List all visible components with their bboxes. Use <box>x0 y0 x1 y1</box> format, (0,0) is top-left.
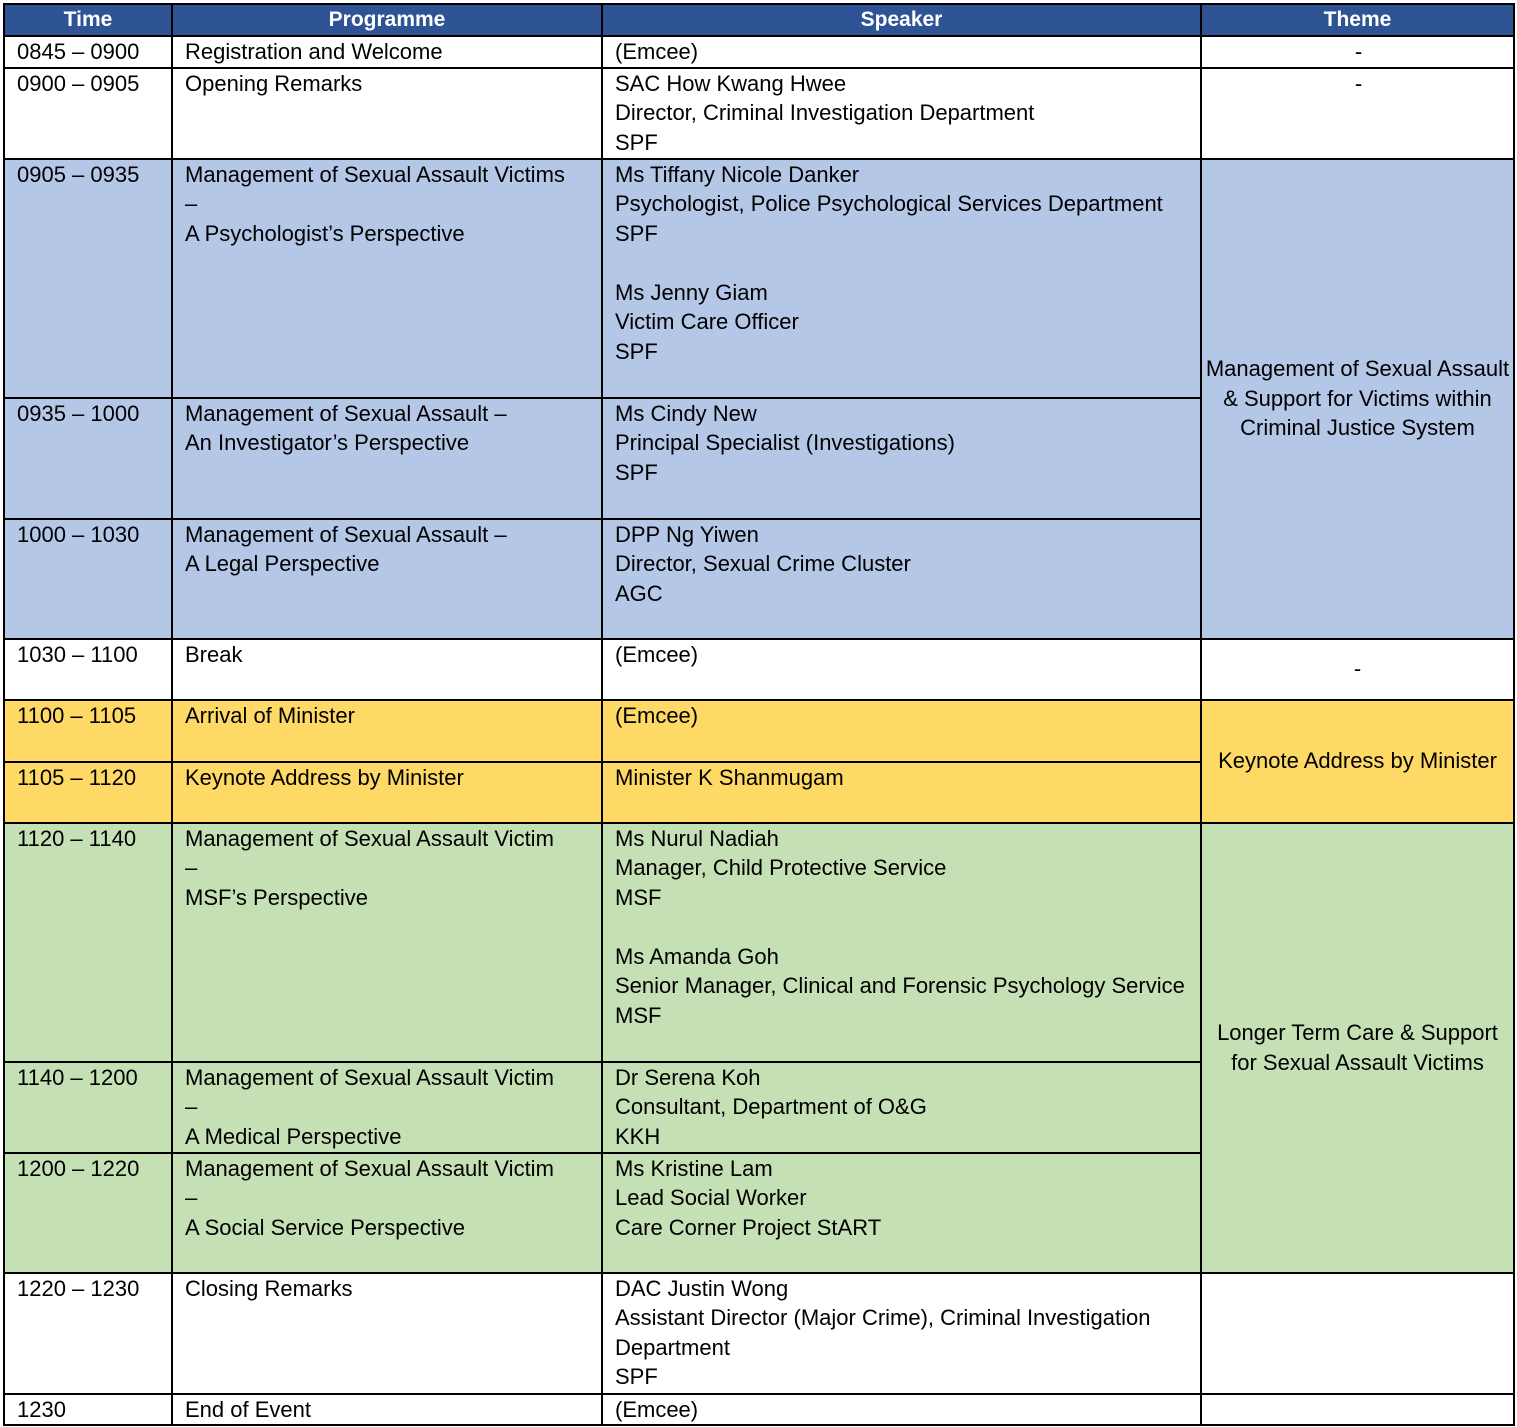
programme-cell <box>172 823 602 1062</box>
speaker-cell <box>602 823 1201 1062</box>
speaker-cell <box>602 700 1201 762</box>
speaker-line: Psychologist, Police Psychological Services Department <box>615 191 1163 216</box>
theme-cell <box>1201 1394 1514 1426</box>
programme-cell <box>172 700 602 762</box>
theme-cell: Management of Sexual Assault & Support for Victims within Criminal Justice System <box>1201 159 1514 639</box>
speaker-line: Lead Social Worker <box>615 1185 807 1210</box>
speaker-line: Ms Amanda Goh <box>615 943 779 969</box>
programme-line: An Investigator’s Perspective <box>185 430 470 455</box>
table-row <box>4 36 1514 68</box>
table-row <box>4 68 1514 159</box>
time-cell: 0900 – 0905 <box>4 68 172 159</box>
header-speaker: Speaker <box>602 4 1201 36</box>
table-row <box>4 159 1514 398</box>
speaker-line: Ms Jenny Giam <box>615 279 768 305</box>
table-row <box>4 639 1514 700</box>
theme-cell: - <box>1201 68 1514 159</box>
programme-line: A Medical Perspective <box>185 1123 402 1149</box>
speaker-line: Consultant, Department of O&G <box>615 1094 927 1119</box>
table-row <box>4 823 1514 1062</box>
programme-line: A Legal Perspective <box>185 551 380 576</box>
time-cell: 1200 – 1220 <box>4 1153 172 1273</box>
speaker-line: Victim Care Officer <box>615 309 799 334</box>
programme-cell <box>172 762 602 823</box>
time-cell: 1100 – 1105 <box>4 700 172 762</box>
table-row <box>4 700 1514 762</box>
time-cell: 0845 – 0900 <box>4 36 172 68</box>
programme-line: Management of Sexual Assault – <box>185 400 507 426</box>
speaker-line: Assistant Director (Major Crime), Criminal Investigation Department <box>615 1305 1151 1360</box>
speaker-line: DAC Justin Wong <box>615 1275 789 1301</box>
speaker-cell <box>602 639 1201 700</box>
header-programme: Programme <box>172 4 602 36</box>
speaker-line: Principal Specialist (Investigations) <box>615 430 955 455</box>
table-row <box>4 1273 1514 1394</box>
speaker-cell <box>602 1062 1201 1153</box>
programme-line: Closing Remarks <box>185 1275 353 1301</box>
speaker-line: (Emcee) <box>615 1396 699 1422</box>
programme-cell <box>172 639 602 700</box>
programme-line: – <box>185 1094 198 1119</box>
programme-cell <box>172 68 602 159</box>
speaker-line: SPF <box>615 129 658 155</box>
speaker-line: SPF <box>615 459 658 485</box>
programme-line: Opening Remarks <box>185 70 363 96</box>
programme-cell <box>172 1062 602 1153</box>
speaker-cell <box>602 36 1201 68</box>
speaker-line: Ms Cindy New <box>615 400 757 426</box>
time-cell: 1120 – 1140 <box>4 823 172 1062</box>
programme-line: – <box>185 855 198 880</box>
programme-cell <box>172 1394 602 1426</box>
time-cell: 1030 – 1100 <box>4 639 172 700</box>
speaker-cell <box>602 159 1201 398</box>
speaker-line: Ms Kristine Lam <box>615 1155 773 1181</box>
programme-line: Registration and Welcome <box>185 39 443 64</box>
speaker-line: Manager, Child Protective Service <box>615 855 947 880</box>
programme-line: Management of Sexual Assault Victim <box>185 1064 554 1090</box>
speaker-line: Director, Sexual Crime Cluster <box>615 551 911 576</box>
speaker-line: (Emcee) <box>615 39 699 64</box>
theme-cell: - <box>1201 36 1514 68</box>
speaker-cell <box>602 1273 1201 1394</box>
programme-line: – <box>185 1185 198 1210</box>
agenda-table <box>3 3 1515 1426</box>
theme-cell: Keynote Address by Minister <box>1201 700 1514 823</box>
speaker-line: SAC How Kwang Hwee <box>615 70 847 96</box>
table-row <box>4 1394 1514 1426</box>
speaker-line: DPP Ng Yiwen <box>615 521 759 547</box>
theme-cell: - <box>1201 639 1514 700</box>
speaker-cell <box>602 398 1201 519</box>
speaker-line: Senior Manager, Clinical and Forensic Psychology Service <box>615 973 1185 998</box>
programme-line: – <box>185 191 198 216</box>
speaker-cell <box>602 68 1201 159</box>
time-cell: 1220 – 1230 <box>4 1273 172 1394</box>
speaker-line: SPF <box>615 1364 658 1389</box>
time-cell: 1230 <box>4 1394 172 1426</box>
time-cell: 0935 – 1000 <box>4 398 172 519</box>
programme-line: Break <box>185 641 243 667</box>
speaker-cell <box>602 762 1201 823</box>
speaker-line: (Emcee) <box>615 641 699 667</box>
header-row <box>4 4 1514 36</box>
speaker-cell <box>602 519 1201 639</box>
speaker-line: MSF <box>615 1002 662 1028</box>
time-cell: 1000 – 1030 <box>4 519 172 639</box>
speaker-line: Minister K Shanmugam <box>615 764 844 790</box>
speaker-line: (Emcee) <box>615 702 699 728</box>
speaker-cell <box>602 1153 1201 1273</box>
programme-line: Management of Sexual Assault Victims <box>185 161 565 187</box>
speaker-line: Care Corner Project StART <box>615 1214 882 1240</box>
speaker-line: MSF <box>615 884 662 910</box>
speaker-line: Dr Serena Koh <box>615 1064 761 1090</box>
speaker-cell <box>602 1394 1201 1426</box>
programme-line: Arrival of Minister <box>185 702 355 728</box>
time-cell: 1140 – 1200 <box>4 1062 172 1153</box>
spacer <box>615 912 1190 942</box>
theme-cell <box>1201 1273 1514 1394</box>
programme-cell <box>172 519 602 639</box>
programme-line: End of Event <box>185 1396 311 1422</box>
programme-line: Keynote Address by Minister <box>185 764 464 790</box>
programme-line: A Psychologist’s Perspective <box>185 220 465 246</box>
header-theme: Theme <box>1201 4 1514 36</box>
header-time: Time <box>4 4 172 36</box>
programme-cell <box>172 36 602 68</box>
programme-line: Management of Sexual Assault – <box>185 521 507 547</box>
speaker-line: SPF <box>615 338 658 364</box>
spacer <box>615 248 1190 278</box>
programme-cell <box>172 159 602 398</box>
programme-line: Management of Sexual Assault Victim <box>185 825 554 851</box>
speaker-line: SPF <box>615 220 658 246</box>
speaker-line: Director, Criminal Investigation Department <box>615 100 1035 125</box>
time-cell: 1105 – 1120 <box>4 762 172 823</box>
programme-line: Management of Sexual Assault Victim <box>185 1155 554 1181</box>
programme-line: MSF’s Perspective <box>185 884 368 910</box>
programme-cell <box>172 1153 602 1273</box>
theme-cell: Longer Term Care & Support for Sexual Assault Victims <box>1201 823 1514 1273</box>
speaker-line: Ms Tiffany Nicole Danker <box>615 161 860 187</box>
speaker-line: KKH <box>615 1123 661 1149</box>
programme-cell <box>172 398 602 519</box>
speaker-line: Ms Nurul Nadiah <box>615 825 779 851</box>
time-cell: 0905 – 0935 <box>4 159 172 398</box>
speaker-line: AGC <box>615 580 663 606</box>
programme-line: A Social Service Perspective <box>185 1214 466 1240</box>
programme-cell <box>172 1273 602 1394</box>
